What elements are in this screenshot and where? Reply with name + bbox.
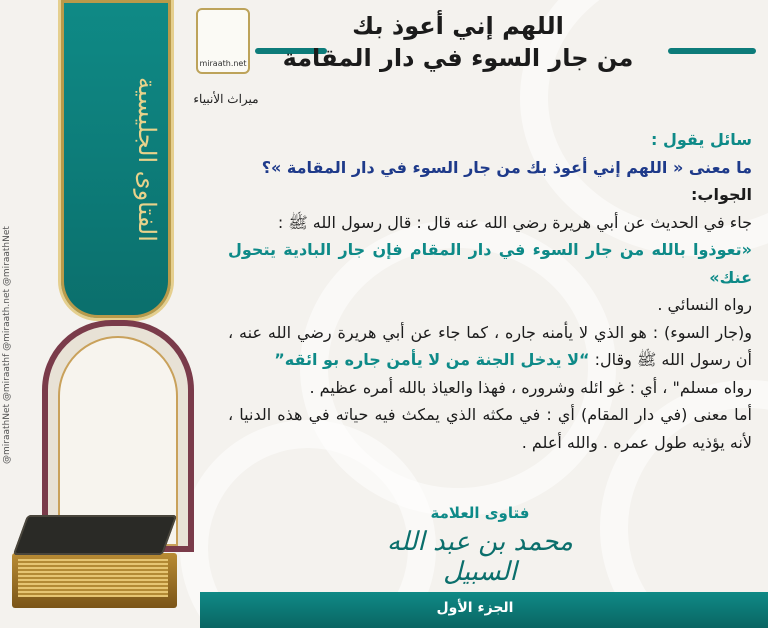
hadith-source-2: رواه مسلم" ، أي : غو ائله وشروره ، فهذا والعياذ بالله أمره عظيم . <box>309 377 752 397</box>
logo-site: miraath.net <box>199 59 247 68</box>
asker-label: سائل يقول : <box>650 130 752 149</box>
hadith-quote-1: «تعوذوا بالله من جار السوء في دار المقام فإن جار البادية يتحول عنك» <box>228 240 752 287</box>
page-title <box>258 10 658 74</box>
social-handles: @miraathNet @miraathf @miraath.net @miraathNet <box>2 226 12 464</box>
title-line-1: اللهم إني أعوذ بك <box>352 12 564 40</box>
title-rule-right <box>668 48 756 54</box>
book-illustration <box>12 515 182 610</box>
attribution: فتاوى العلامة <box>430 504 530 522</box>
hadith-quote-2: “لا يدخل الجنة من لا يأمن جاره بو ائقه” <box>274 350 590 369</box>
volume-label: الجزء الأول <box>436 600 514 616</box>
title-line-2: من جار السوء في دار المقامة <box>282 44 634 72</box>
series-banner <box>58 0 174 321</box>
explanation-1-text: و(جار السوء) : هو الذي لا يأمنه جاره ، كما جاء عن أبي هريرة رضي الله عنه ، أن رسول الله ﷺ وقال: <box>228 322 752 369</box>
fatwa-body <box>228 126 752 456</box>
question-text: ما معنى « اللهم إني أعوذ بك من جار السوء في دار المقامة »؟ <box>261 157 752 177</box>
answer-intro: جاء في الحديث عن أبي هريرة رضي الله عنه قال : قال رسول الله ﷺ : <box>277 212 752 232</box>
site-logo <box>196 8 250 74</box>
answer-label: الجواب: <box>690 185 752 204</box>
explanation-1 <box>228 319 752 374</box>
hadith-source-1: رواه النسائي . <box>657 295 752 314</box>
explanation-2: أما معنى (في دار المقام) أي : في مكثه الذي يمكث فيه حياته في هذه الدنيا ، لأنه يؤذيه طول عمره . والله أعلم . <box>228 405 752 452</box>
logo-script: ميراث الأنبياء <box>193 92 259 106</box>
left-decoration <box>0 0 185 628</box>
banner-title: الفتاوى الجليسية <box>133 76 161 242</box>
scholar-signature: محمد بن عبد الله السبيل <box>387 527 573 587</box>
